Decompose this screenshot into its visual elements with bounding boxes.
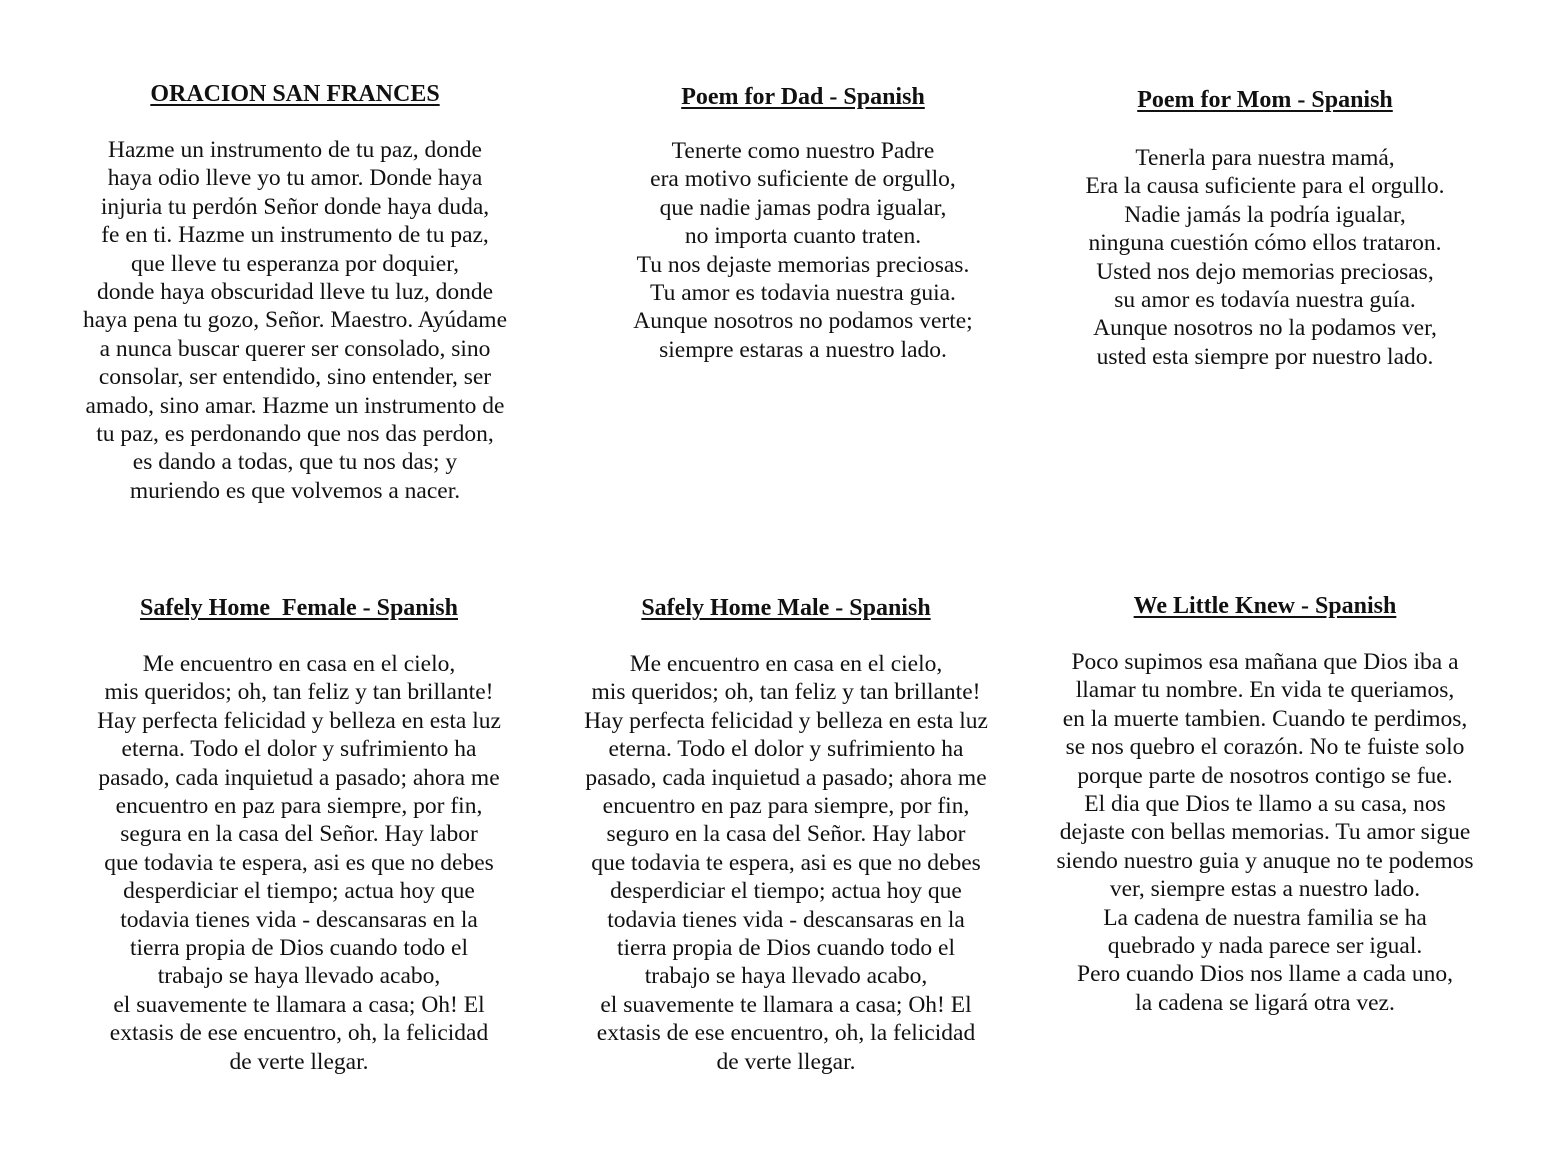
poem-title: Poem for Dad - Spanish (681, 84, 925, 110)
poem-line: haya odio lleve yo tu amor. Donde haya (107, 165, 483, 192)
poem-line: pasado, cada inquietud a pasado; ahora me (98, 764, 500, 791)
poem-line: dejaste con bellas memorias. Tu amor sigue (1059, 819, 1471, 846)
poem-safely-home-male (531, 594, 1041, 1076)
poem-line: Poco supimos esa mañana que Dios iba a (1071, 649, 1459, 675)
poem-line: mis queridos; oh, tan feliz y tan brillante! (591, 679, 981, 706)
poem-line: su amor es todavía nuestra guía. (1114, 287, 1416, 314)
poem-line: Usted nos dejo memorias preciosas, (1096, 258, 1434, 285)
poem-line: La cadena de nuestra familia se ha (1103, 904, 1427, 931)
poem-line: eterna. Todo el dolor y sufrimiento ha (121, 736, 477, 763)
poem-body (1010, 144, 1520, 371)
poem-line: pasado, cada inquietud a pasado; ahora me (585, 764, 987, 791)
poem-line: el suavemente te llamara a casa; Oh! El (600, 991, 972, 1018)
poem-line: ver, siempre estas a nuestro lado. (1109, 876, 1421, 903)
poem-line: se nos quebro el corazón. No te fuiste solo (1065, 734, 1465, 761)
poem-line: tu paz, es perdonando que nos das perdon, (96, 421, 494, 448)
poem-line: tierra propia de Dios cuando todo el (616, 935, 956, 962)
poem-line: muriendo es que volvemos a nacer. (129, 477, 461, 504)
poem-body (1010, 648, 1520, 1017)
poem-line: el suavemente te llamara a casa; Oh! El (113, 991, 485, 1018)
poem-line: Tu amor es todavia nuestra guia. (650, 280, 956, 307)
poem-line: Tu nos dejaste memorias preciosas. (636, 251, 970, 278)
poem-line: Hazme un instrumento de tu paz, donde (108, 137, 482, 163)
poem-line: tierra propia de Dios cuando todo el (129, 935, 469, 962)
poem-line: Aunque nosotros no podamos verte; (633, 308, 973, 335)
poem-line: todavia tienes vida - descansaras en la (120, 906, 478, 933)
poem-title: Poem for Mom - Spanish (1137, 87, 1393, 113)
poem-line: trabajo se haya llevado acabo, (157, 963, 441, 990)
poem-line: seguro en la casa del Señor. Hay labor (606, 821, 966, 848)
poem-for-mom (1010, 86, 1520, 371)
poem-line: extasis de ese encuentro, oh, la felicidad (596, 1020, 976, 1047)
poem-line: quebrado y nada parece ser igual. (1107, 933, 1423, 960)
poem-line: Hay perfecta felicidad y belleza en esta luz (97, 707, 501, 734)
poem-title: Safely Home Male - Spanish (641, 595, 931, 621)
poem-line: en la muerte tambien. Cuando te perdimos, (1062, 705, 1468, 732)
poem-line: encuentro en paz para siempre, por fin, (115, 793, 483, 820)
poem-body (40, 136, 550, 505)
poem-line: donde haya obscuridad lleve tu luz, donde (96, 279, 494, 306)
poem-we-little-knew (1010, 592, 1520, 1017)
poem-line: que todavia te espera, asi es que no debes (591, 849, 981, 876)
poem-line: desperdiciar el tiempo; actua hoy que (610, 878, 962, 905)
poem-line: la cadena se ligará otra vez. (1135, 989, 1395, 1016)
poem-line: todavia tienes vida - descansaras en la (607, 906, 965, 933)
poem-line: siempre estaras a nuestro lado. (659, 336, 947, 363)
poem-line: era motivo suficiente de orgullo, (650, 166, 956, 193)
poem-line: consolar, ser entendido, sino entender, ser (98, 364, 492, 391)
poem-line: mis queridos; oh, tan feliz y tan brillante! (104, 679, 494, 706)
poem-line: Pero cuando Dios nos llame a cada uno, (1077, 961, 1453, 988)
poem-line: a nunca buscar querer ser consolado, sino (99, 335, 491, 362)
poem-title: ORACION SAN FRANCES (150, 81, 440, 107)
poem-title: Safely Home Female - Spanish (140, 595, 458, 621)
poem-line: llamar tu nombre. En vida te queriamos, (1075, 677, 1455, 704)
poem-body (531, 650, 1041, 1076)
poem-line: extasis de ese encuentro, oh, la felicidad (109, 1020, 489, 1047)
poem-line: Hay perfecta felicidad y belleza en esta luz (584, 707, 988, 734)
poem-line: de verte llegar. (716, 1048, 856, 1075)
poem-line: segura en la casa del Señor. Hay labor (120, 821, 478, 848)
poem-line: Aunque nosotros no la podamos ver, (1093, 315, 1437, 342)
poem-line: que nadie jamas podra igualar, (659, 194, 947, 221)
poem-line: que lleve tu esperanza por doquier, (131, 250, 459, 277)
poem-line: de verte llegar. (229, 1048, 369, 1075)
poem-for-dad (548, 83, 1058, 364)
poem-body (548, 137, 1058, 364)
poem-line: Tenerla para nuestra mamá, (1135, 145, 1395, 171)
poem-line: siendo nuestro guia y anuque no te podemos (1056, 847, 1474, 874)
poem-line: usted esta siempre por nuestro lado. (1096, 343, 1434, 370)
poem-line: ninguna cuestión cómo ellos trataron. (1088, 230, 1442, 257)
poem-line: Era la causa suficiente para el orgullo. (1085, 173, 1445, 200)
poem-body (44, 650, 554, 1076)
poem-line: Me encuentro en casa en el cielo, (142, 651, 456, 677)
poem-title: We Little Knew - Spanish (1133, 593, 1397, 619)
poem-line: fe en ti. Hazme un instrumento de tu paz, (101, 222, 489, 249)
poem-line: es dando a todas, que tu nos das; y (132, 449, 458, 476)
poem-line: encuentro en paz para siempre, por fin, (602, 793, 970, 820)
poem-line: haya pena tu gozo, Señor. Maestro. Ayúdame (83, 307, 507, 334)
poem-line: no importa cuanto traten. (684, 223, 922, 250)
poem-line: amado, sino amar. Hazme un instrumento de (85, 392, 505, 419)
poem-line: El dia que Dios te llamo a su casa, nos (1084, 791, 1446, 818)
poem-line: desperdiciar el tiempo; actua hoy que (123, 878, 475, 905)
poem-line: Me encuentro en casa en el cielo, (629, 651, 943, 677)
poem-line: porque parte de nosotros contigo se fue. (1077, 762, 1453, 789)
poem-line: eterna. Todo el dolor y sufrimiento ha (608, 736, 964, 763)
poem-line: trabajo se haya llevado acabo, (644, 963, 928, 990)
poem-line: Tenerte como nuestro Padre (671, 138, 935, 164)
poem-line: injuria tu perdón Señor donde haya duda, (100, 193, 490, 220)
poem-line: Nadie jamás la podría igualar, (1124, 201, 1406, 228)
poem-line: que todavia te espera, asi es que no debes (104, 849, 494, 876)
poem-safely-home-female (44, 594, 554, 1076)
poem-oracion-san-frances (40, 80, 550, 505)
